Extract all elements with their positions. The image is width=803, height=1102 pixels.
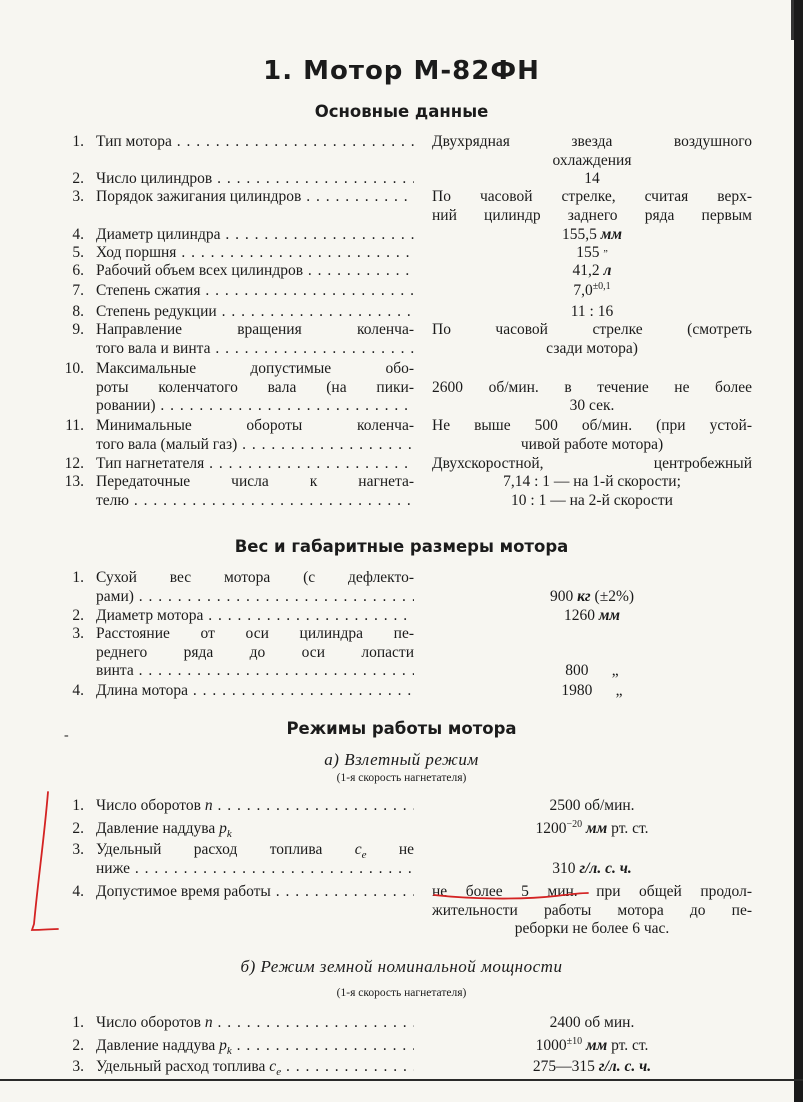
list-item: 2. Давление наддува $p_k$ . . . $1000^{\pm 10}$ мм рт. ст. <box>0 1037 803 1058</box>
list-item: 6. Рабочий объем всех цилиндров . . . 41,2 л <box>0 262 803 282</box>
list-item: 10. Максимальные допустимые обо- роты коленчатого вала (на пики- ровании) . . . 2600 об/мин. в течение не более 30 сек. <box>0 360 803 417</box>
list-item: 2. Число цилиндров . . . 14 <box>0 170 803 188</box>
scan-edge-tick <box>791 0 794 40</box>
list-item: 4. Длина мотора . . . 1980 „ <box>0 682 803 700</box>
list-item: 4. Допустимое время работы . . . не более 5 мин. при общей продол- жительности работы мотора до пе- реборки не более 6 час. <box>0 883 803 941</box>
list-item: 12. Тип нагнетателя . . . Двухскоростной, центробежный <box>0 455 803 473</box>
list-item: 3. Расстояние от оси цилиндра пе- реднего ряда до оси лопасти винта . . . 800 „ <box>0 625 803 682</box>
section-heading-basic: Основные данные <box>314 102 489 121</box>
basic-data-list <box>0 133 803 511</box>
stray-mark: - <box>64 728 69 743</box>
list-item: 1. Число оборотов n . . . 2500 об/мин. <box>0 797 803 820</box>
list-item: 9. Направление вращения коленча- того вала и винта . . . По часовой стрелке (смотреть сзади мотора) <box>0 321 803 360</box>
takeoff-mode-note: (1-я скорость нагнетателя) <box>336 772 467 784</box>
list-item: 8. Степень редукции . . . 11 : 16 <box>0 303 803 321</box>
list-item: 3. Порядок зажигания цилиндров . . . По часовой стрелке, считая верх- ний цилиндр заднего ряда первым <box>0 188 803 226</box>
list-item: 3. Удельный расход топлива $c_e$ не ниже . . . 310 г/л. с. ч. <box>0 841 803 883</box>
list-item: 1. Тип мотора . . . Двухрядная звезда воздушного охлаждения <box>0 133 803 170</box>
list-item: 4. Диаметр цилиндра . . . 155,5 мм <box>0 226 803 244</box>
list-item: 3. Удельный расход топлива $c_e$ . . . 275—315 г/л. с. ч. <box>0 1058 803 1078</box>
section-heading-weight: Вес и габаритные размеры мотора <box>234 537 569 556</box>
weight-list <box>0 569 803 700</box>
nominal-mode-note: (1-я скорость нагнетателя) <box>336 987 467 999</box>
list-item: 1. Сухой вес мотора (с дефлекто- рами) . . . 900 кг (±2%) <box>0 569 803 607</box>
takeoff-mode-title: а) Взлетный режим <box>324 750 479 769</box>
list-item: 2. Диаметр мотора . . . 1260 мм <box>0 607 803 625</box>
takeoff-list <box>0 797 803 941</box>
list-item: 11. Минимальные обороты коленча- того вала (малый газ) . . . Не выше 500 об/мин. (при устой- чивой работе мотора) <box>0 417 803 455</box>
list-item: 5. Ход поршня . . . 155 „ <box>0 244 803 262</box>
list-item: 13. Передаточные числа к нагнета- телю . . . 7,14 : 1 — на 1-й скорости; 10 : 1 — на 2-й скорости <box>0 473 803 511</box>
nominal-list <box>0 1014 803 1078</box>
list-item: 7. Степень сжатия . . . $7,0^{\pm 0,1}$ <box>0 282 803 303</box>
list-item: 2. Давление наддува $p_k$ $1200^{-20}$ мм рт. ст. <box>72 819 649 839</box>
section-heading-modes: Режимы работы мотора <box>286 719 517 738</box>
list-item: 1. Число оборотов n . . . 2400 об мин. <box>0 1014 803 1037</box>
document-title: 1. Мотор М-82ФН <box>263 56 540 86</box>
bottom-rule <box>0 1079 803 1081</box>
nominal-mode-title: б) Режим земной номинальной мощности <box>240 957 563 976</box>
